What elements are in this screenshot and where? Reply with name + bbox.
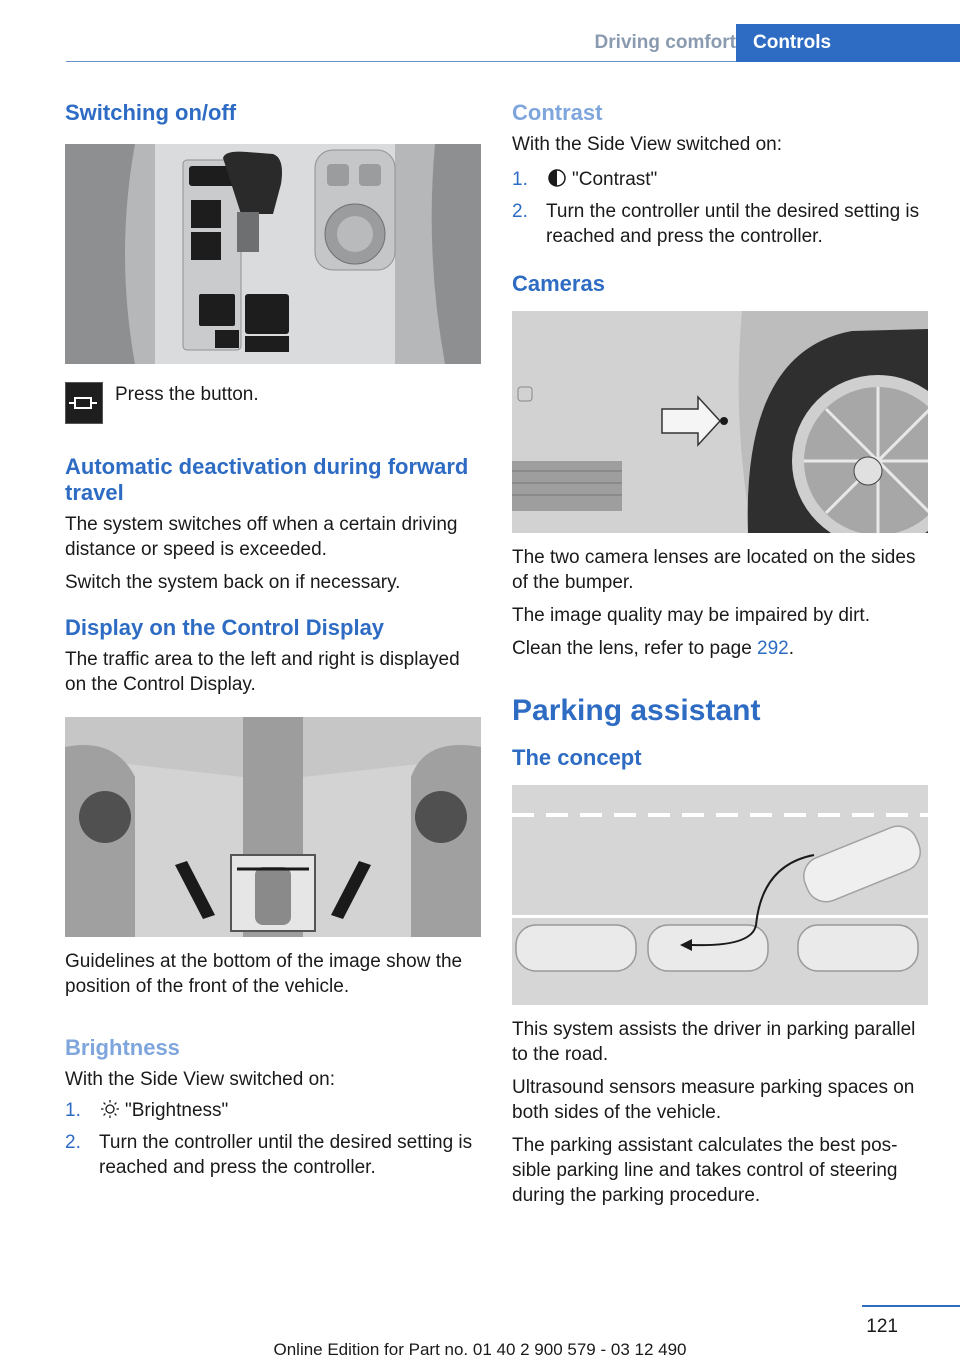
header-section: Driving comfort [594, 32, 736, 53]
auto-deactivation-text-2: Switch the system back on if necessary. [65, 572, 401, 593]
gear-selector-figure [65, 144, 481, 364]
control-display-heading: Display on the Control Display [65, 615, 385, 640]
contrast-steps [512, 167, 928, 249]
header-tab: Controls [736, 24, 960, 62]
brightness-intro: With the Side View switched on: [65, 1069, 336, 1090]
cameras-text-2: The image quality may be impaired by dirt. [512, 605, 870, 626]
parking-concept-figure [512, 785, 928, 1005]
contrast-heading: Contrast [512, 100, 603, 125]
brightness-heading: Brightness [65, 1035, 180, 1060]
side-view-display-figure [65, 717, 481, 937]
left-column [65, 100, 481, 1187]
edition-text: Online Edition for Part no. 01 40 2 900 579 - 03 12 490 [273, 1340, 687, 1359]
concept-text-1: This system assists the driver in parking parallel to the road. [512, 1019, 916, 1065]
brightness-step-2: 2. Turn the controller until the desired setting is reached and press the controller. [65, 1132, 473, 1178]
sun-icon [99, 1099, 121, 1119]
parking-assistant-heading: Parking assistant [512, 694, 761, 727]
brightness-steps [65, 1098, 481, 1180]
page-292-link[interactable]: 292 [757, 638, 789, 659]
guidelines-text: Guidelines at the bottom of the image show the position of the front of the vehicle. [65, 951, 463, 997]
contrast-step-1: 1. "Contrast" [512, 169, 658, 190]
auto-deactivation-heading: Automatic deactivation during forward travel [65, 454, 469, 505]
side-view-illustration [65, 717, 481, 937]
camera-location-figure [512, 311, 928, 533]
page-header [0, 24, 960, 62]
right-column [512, 100, 928, 1208]
bumper-camera-illustration [512, 311, 928, 533]
gear-selector-illustration [65, 144, 481, 364]
page-number-rule [862, 1305, 960, 1307]
contrast-icon [546, 168, 568, 188]
switching-heading: Switching on/off [65, 100, 237, 125]
cameras-heading: Cameras [512, 271, 605, 296]
cameras-text-1: The two camera lenses are located on the sides of the bumper. [512, 547, 916, 593]
contrast-step-2: 2. Turn the controller until the desired setting is reached and press the controller. [512, 201, 920, 247]
concept-text-3: The parking assistant calculates the best pos‐sible parking line and takes control of steering during the parking procedure. [512, 1135, 898, 1206]
press-button-text: Press the button. [115, 384, 259, 405]
cameras-text-3: Clean the lens, refer to page 292. [512, 638, 795, 659]
auto-deactivation-text-1: The system switches off when a certain driving distance or speed is exceeded. [65, 514, 458, 560]
concept-text-2: Ultrasound sensors measure parking spaces on both sides of the vehicle. [512, 1077, 915, 1123]
side-view-camera-icon [65, 382, 103, 424]
parallel-parking-illustration [512, 785, 928, 1005]
contrast-intro: With the Side View switched on: [512, 134, 783, 155]
press-button-row [65, 382, 481, 424]
page-number: 121 [866, 1316, 898, 1337]
brightness-step-1: 1. "Brightness" [65, 1100, 229, 1121]
concept-heading: The concept [512, 745, 642, 770]
control-display-text: The traffic area to the left and right is displayed on the Control Display. [65, 649, 460, 695]
